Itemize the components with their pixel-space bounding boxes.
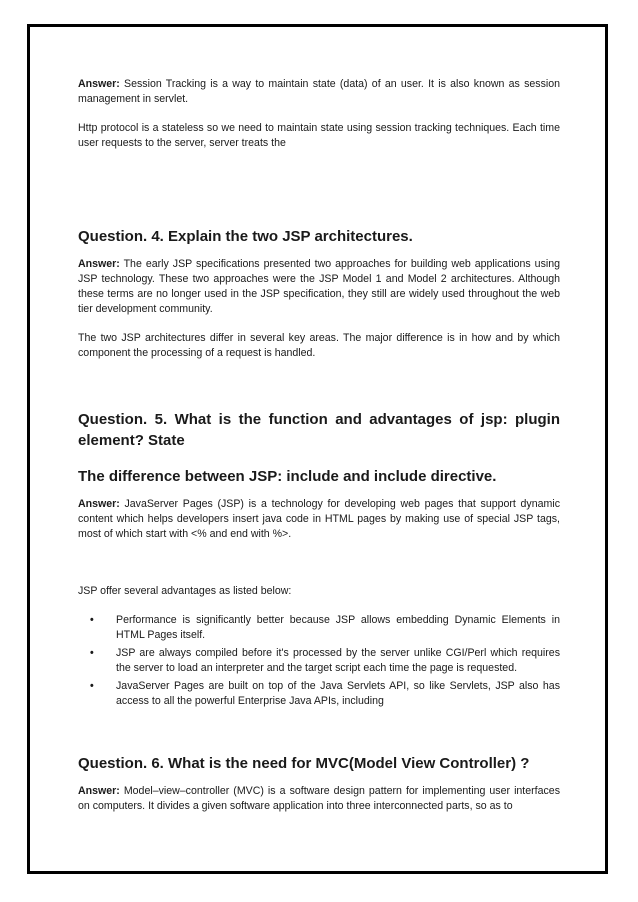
q4-answer-label: Answer: [78, 258, 120, 270]
q6-answer-label: Answer: [78, 785, 120, 797]
q6-answer-text: Model–view–controller (MVC) is a software design pattern for implementing user interfaces on computers. It divides a given software application into three interconnected parts, so as to [78, 785, 560, 812]
q4-paragraph-2: The two JSP architectures differ in several key areas. The major difference is in how and by which component the processing of a request is handled. [78, 332, 560, 359]
bullet-icon: • [90, 680, 94, 692]
q5-advantages-intro: JSP offer several advantages as listed below: [78, 585, 292, 597]
q6-answer-paragraph [78, 784, 560, 814]
q4-heading: Question. 4. Explain the two JSP architectures. [78, 228, 413, 245]
bullet-text: JavaServer Pages are built on top of the Java Servlets API, so like Servlets, JSP also has access to all the powerful Enterprise Java APIs, including [116, 680, 560, 707]
q5-heading-line-2: element? State [78, 432, 185, 449]
q4-answer-text: The early JSP specifications presented two approaches for building web applications using JSP technology. These two approaches were the JSP Model 1 and Model 2 architectures. Although these terms are no longer used in the JSP specification, they still are widely used throughout the web tier development community. [78, 258, 560, 315]
q5-answer-text: JavaServer Pages (JSP) is a technology for developing web pages that support dynamic content which helps developers insert java code in HTML pages by making use of special JSP tags, most of which start with <% and end with %>. [78, 498, 560, 540]
bullet-text: JSP are always compiled before it's processed by the server unlike CGI/Perl which requires the server to load an interpreter and the target script each time the page is requested. [116, 647, 560, 674]
bullet-text: Performance is significantly better because JSP allows embedding Dynamic Elements in HTML Pages itself. [116, 614, 560, 641]
bullet-icon: • [90, 647, 94, 659]
list-item [78, 646, 560, 676]
q6-heading: Question. 6. What is the need for MVC(Model View Controller) ? [78, 755, 530, 772]
q5-answer-label: Answer: [78, 498, 120, 510]
list-item [78, 679, 560, 709]
q5-heading-line-1: Question. 5. What is the function and advantages of jsp: plugin [78, 411, 560, 428]
q3-answer-text: Session Tracking is a way to maintain state (data) of an user. It is also known as session management in servlet. [78, 78, 560, 105]
document-body [78, 77, 560, 814]
list-item [78, 613, 560, 643]
q5-advantages-list [78, 613, 560, 709]
q3-paragraph-2: Http protocol is a stateless so we need to maintain state using session tracking techniques. Each time user requests to the server, server treats the [78, 122, 560, 149]
bullet-icon: • [90, 614, 94, 626]
q4-answer-paragraph [78, 257, 560, 317]
q3-answer-label: Answer: [78, 78, 120, 90]
q5-answer-paragraph [78, 497, 560, 542]
q3-answer-paragraph [78, 77, 560, 107]
q5-heading-line-3: The difference between JSP: include and include directive. [78, 468, 497, 485]
